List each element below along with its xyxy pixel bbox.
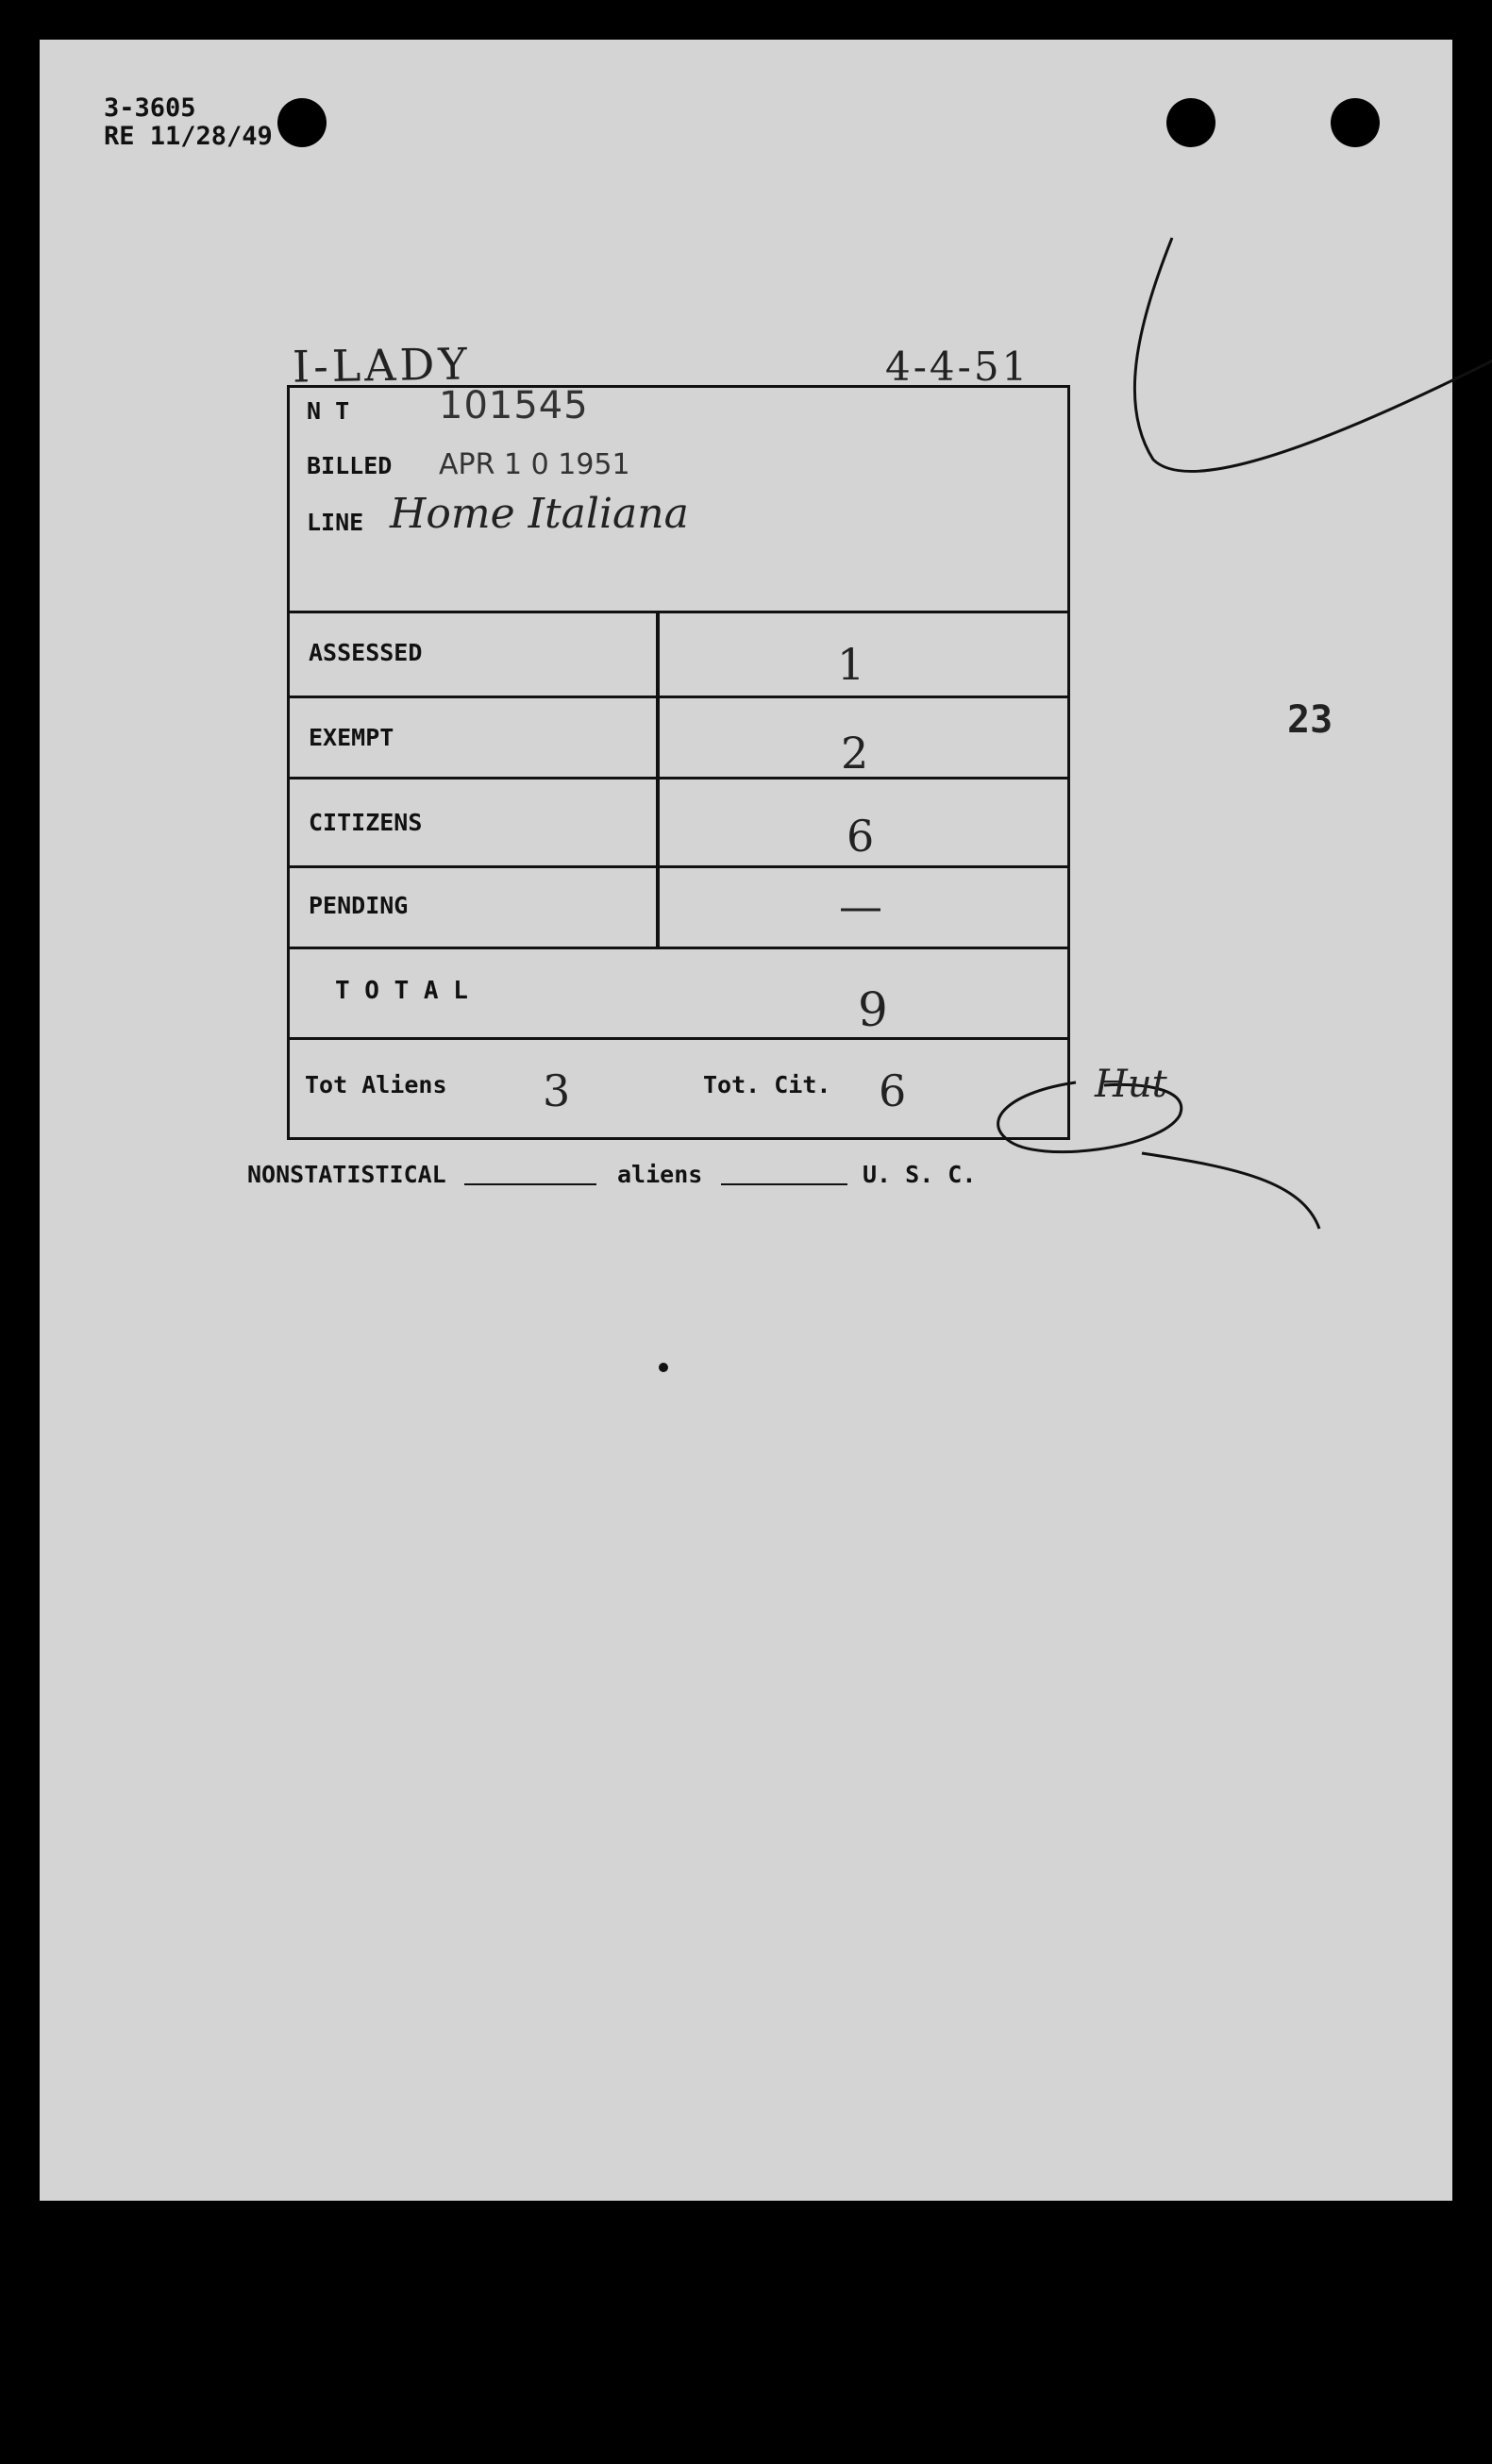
ship-name: I-LADY	[292, 338, 472, 393]
divider	[290, 865, 1067, 868]
divider	[290, 696, 1067, 698]
row-value-pending: —	[839, 880, 882, 931]
document-page	[40, 40, 1452, 2201]
nonstatistical-label: NONSTATISTICAL	[247, 1161, 446, 1188]
billed-label: BILLED	[307, 452, 393, 479]
row-value-citizens: 6	[847, 811, 875, 862]
handwritten-initials: Hut	[1095, 1063, 1167, 1106]
tot-cit-label: Tot. Cit.	[703, 1071, 831, 1098]
nt-number: 101545	[439, 384, 589, 427]
row-value-assessed: 1	[837, 639, 865, 690]
total-value: 9	[858, 982, 888, 1037]
nonstat-blank-line	[721, 1183, 847, 1185]
form-identifier	[104, 94, 273, 151]
tot-aliens-label: Tot Aliens	[305, 1071, 447, 1098]
form-id-line-2: RE 11/28/49	[104, 122, 273, 151]
row-label-pending: PENDING	[309, 892, 409, 919]
ink-dot	[659, 1363, 668, 1372]
row-value-exempt: 2	[841, 728, 869, 779]
column-divider	[656, 612, 660, 947]
nonstat-usc-label: U. S. C.	[863, 1161, 977, 1188]
page-number: 23	[1287, 698, 1333, 742]
form-id-line-1: 3-3605	[104, 93, 196, 123]
punch-hole	[1331, 98, 1380, 147]
row-label-citizens: CITIZENS	[309, 809, 423, 836]
row-label-assessed: ASSESSED	[309, 639, 423, 666]
tally-box	[287, 385, 1070, 1140]
row-label-exempt: EXEMPT	[309, 724, 394, 751]
tot-cit-value: 6	[879, 1065, 907, 1116]
divider	[290, 947, 1067, 949]
divider	[290, 611, 1067, 613]
pen-stroke-mark	[1115, 228, 1492, 530]
line-label: LINE	[307, 509, 364, 536]
total-label: T O T A L	[335, 977, 468, 1005]
nonstat-blank-line	[464, 1183, 596, 1185]
nonstat-aliens-label: aliens	[617, 1161, 703, 1188]
handwritten-date: 4-4-51	[885, 344, 1031, 390]
line-name: Home Italiana	[390, 490, 689, 538]
punch-hole	[1166, 98, 1215, 147]
billed-date-stamp: APR 1 0 1951	[439, 448, 630, 481]
nt-label: N T	[307, 397, 350, 425]
divider	[290, 1037, 1067, 1040]
divider	[290, 777, 1067, 779]
punch-hole	[277, 98, 327, 147]
tot-aliens-value: 3	[543, 1065, 571, 1116]
